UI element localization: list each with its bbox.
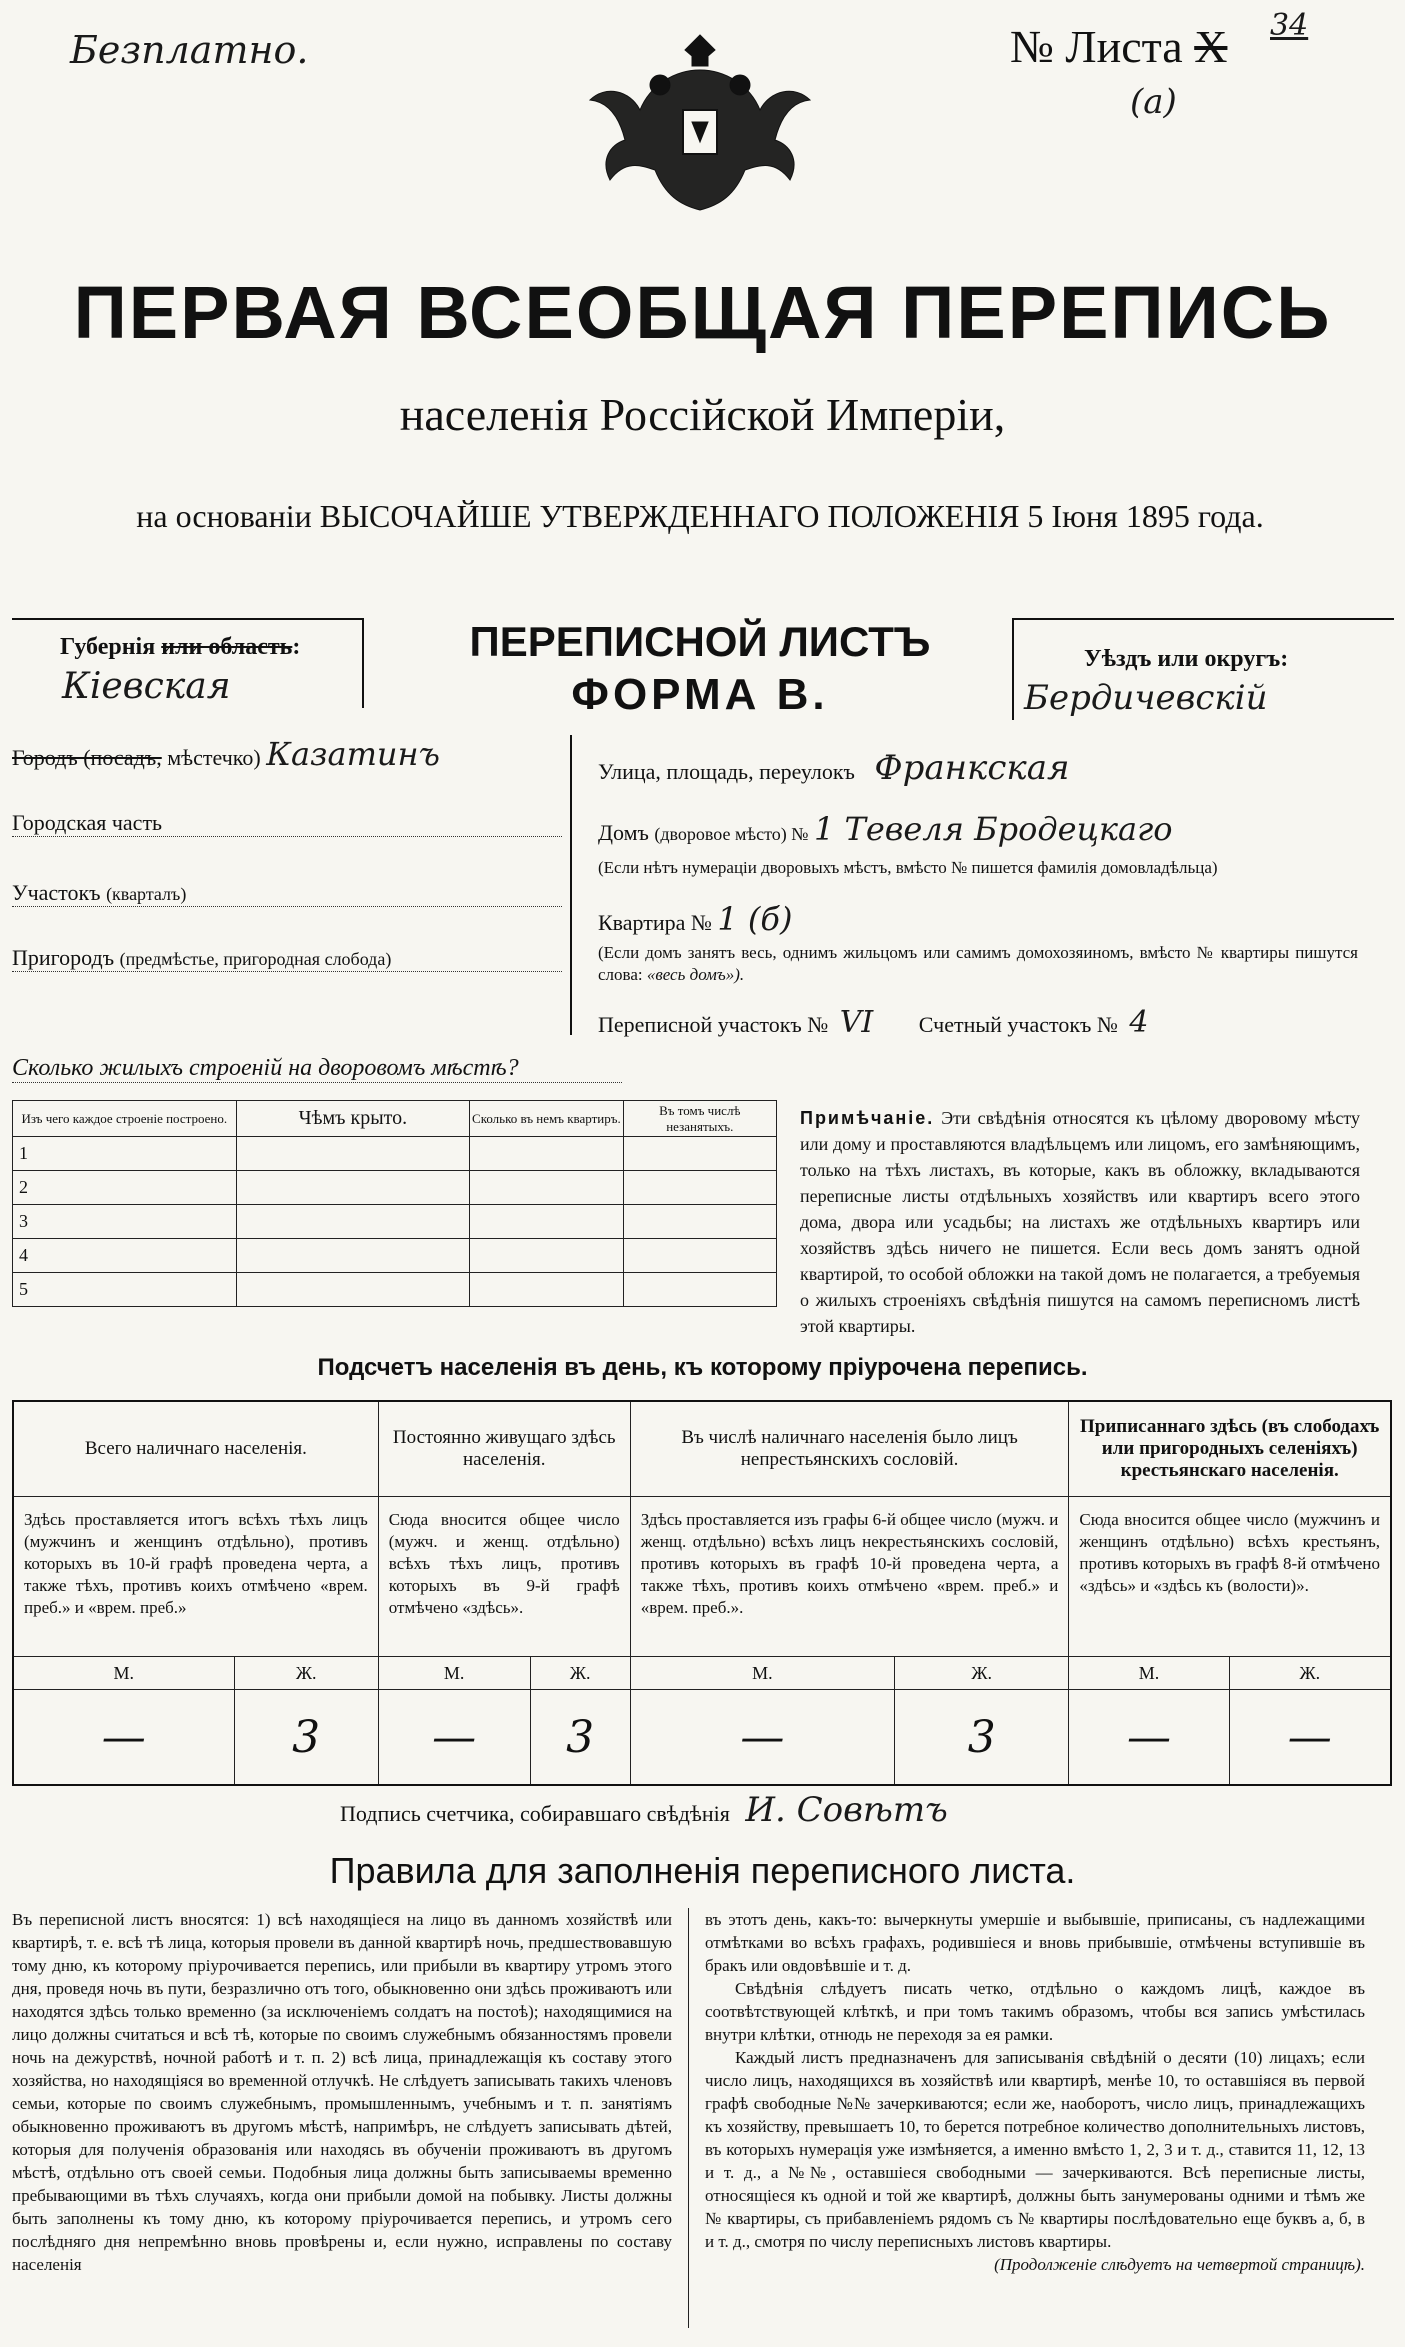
page-subtitle: населенія Россійской Имперіи,: [399, 389, 1006, 440]
table-row: 5: [13, 1273, 777, 1307]
count-male-value: —: [630, 1690, 894, 1786]
city-row: [12, 735, 562, 773]
address-divider: [570, 735, 572, 1035]
kvartira-label: Квартира №: [598, 910, 712, 935]
city-label-struck: Городъ (посадъ,: [12, 745, 162, 770]
signature-value: И. Совѣтъ: [745, 1790, 948, 1830]
rules-right-para-1: въ этотъ день, какъ-то: вычеркнуты умершіе и выбывшіе, приписаны, съ надлежащими отмѣтками во всѣхъ графахъ, родившіеся и вновь прибывшіе, отмѣчены вступившіе въ бракъ или овдовѣвшіе и т. д.: [705, 1910, 1365, 1975]
buildings-col-vacant: Въ томъ числѣ незанятыхъ.: [623, 1101, 776, 1137]
street-row: [598, 748, 1388, 788]
house-label: Домъ: [598, 820, 649, 845]
street-value: Франкская: [874, 748, 1070, 788]
prigorod-row: Пригородъ (предмѣстье, пригородная слобода): [12, 945, 562, 972]
sheet-number-struck: X: [1194, 21, 1228, 72]
list-title: ПЕРЕПИСНОЙ ЛИСТЪ: [469, 618, 931, 665]
count-female-value: —: [1229, 1690, 1391, 1786]
sheet-number-handwritten: 34: [1270, 8, 1309, 43]
rules-left-column: Въ переписной листъ вносятся: 1) всѣ находящіеся на лицо въ данномъ хозяйствѣ или квартирѣ, т. е. всѣ тѣ лица, которыя провели въ данной квартирѣ ночь, предшествовавшую тому дню, къ которому пріурочивается перепись, или прибыли въ квартиру утромъ этого дня, проведя ночь въ пути, безразлично отъ того, обыкновенно они здѣсь проживаютъ или находятся здѣсь только временно (за исключеніемъ солдатъ на постоѣ); находящимися на лицо должны считаться и всѣ тѣ, которые по своимъ служебнымъ обязанностямъ провели ночь на дежурствѣ, ночной работѣ и т. п. 2) всѣ лица, принадлежащія къ составу этого хозяйства, но находящіяся во временной отлучкѣ. Не слѣдуетъ записывать такихъ членовъ семьи, которые по своимъ служебнымъ, промышленнымъ, учебнымъ и т. п. занятіямъ обыкновенно проживаютъ въ другомъ мѣстѣ, напримѣръ, не слѣдуетъ записывать дѣтей, которыя для полученія образованія или находясь въ обученіи проживаютъ въ другомъ мѣстѣ, отдѣльно отъ своей семьи. Подобныя лица должны быть записываемы временно пребывающими въ тѣхъ случаяхъ, когда они прибыли домой на побывку. Листы должны быть заполнены къ тому дню, къ которому пріурочивается перепись, и утромъ сего послѣдняго дня непремѣнно вновь провѣрены и, если нужно, исправлены по составу населенія: [12, 1910, 672, 2274]
prigorod-label: Пригородъ: [12, 945, 115, 970]
buildings-question: Сколько жилыхъ строеній на дворовомъ мѣстѣ?: [12, 1055, 622, 1083]
street-label: Улица, площадь, переулокъ: [598, 759, 855, 784]
count-col-body-3: Здѣсь проставляется изъ графы 6-й общее число (мужч. и женщ. отдѣльно) всѣхъ лицъ некрестьянскихъ сословій, противъ которыхъ въ графѣ 10-й проведена черта, а также тѣхъ, противъ коихъ отмѣчено «врем. преб.» и «врем. преб.».: [630, 1497, 1069, 1657]
sheet-number-sub: (а): [1130, 82, 1177, 122]
city-label: мѣстечко): [167, 745, 261, 770]
schet-label: Счетный участокъ №: [918, 1012, 1118, 1037]
note-block: [800, 1105, 1360, 1339]
rules-title: Правила для заполненія переписного листа.: [329, 1850, 1076, 1891]
free-stamp: Безплатно.: [70, 28, 309, 72]
house-hint: (Если нѣтъ нумераціи дворовыхъ мѣстъ, вмѣсто № пишется фамилія домовладѣльца): [598, 858, 1218, 877]
uchastok-label: Участокъ: [12, 880, 101, 905]
uezd-label: Уѣздъ или округъ:: [1084, 646, 1289, 672]
table-row: 4: [13, 1239, 777, 1273]
uchastok-row: Участокъ (кварталъ): [12, 880, 562, 907]
guberniya-value: Кіевская: [62, 666, 231, 707]
count-male-label: М.: [13, 1657, 234, 1690]
count-col-head-1: Всего наличнаго населенія.: [13, 1401, 378, 1497]
form-title: ФОРМА В.: [571, 670, 829, 719]
uezd-value: Бердичевскій: [1024, 678, 1268, 718]
count-col-body-1: Здѣсь проставляется итогъ всѣхъ тѣхъ лицъ (мужчинъ и женщинъ отдѣльно), противъ которыхъ въ 10-й графѣ проведена черта, а также тѣхъ, противъ коихъ отмѣчено «врем. преб.» и «врем. преб.»: [13, 1497, 378, 1657]
buildings-table: [12, 1100, 777, 1307]
rules-continued: (Продолженіе слѣдуетъ на четвертой страницѣ).: [994, 2255, 1365, 2274]
count-male-value: —: [13, 1690, 234, 1786]
kvartira-row: [598, 900, 1388, 938]
rules-divider: [688, 1908, 689, 2328]
table-row: 2: [13, 1171, 777, 1205]
city-part-row: [12, 810, 562, 837]
count-female-label: Ж.: [895, 1657, 1069, 1690]
count-male-value: —: [1069, 1690, 1229, 1786]
uchastok-numbers-row: [598, 1005, 1388, 1040]
count-female-value: 3: [234, 1690, 378, 1786]
count-col-body-2: Сюда вносится общее число (мужч. и женщ. отдѣльно) всѣхъ тѣхъ лицъ, противъ которыхъ въ 9-й графѣ отмѣчено «здѣсь».: [378, 1497, 630, 1657]
rules-right-para-2: Свѣдѣнія слѣдуетъ писать четко, отдѣльно о каждомъ лицѣ, каждое въ соотвѣтствующей клѣткѣ, и при томъ такимъ образомъ, чтобы вся запись умѣстилась внутри клѣтки, отнюдь не переходя за ея рамки.: [705, 1979, 1365, 2044]
buildings-col-apartments: Сколько въ немъ квартиръ.: [470, 1101, 623, 1137]
count-col-head-4: Приписаннаго здѣсь (въ слободахъ или пригородныхъ селеніяхъ) крестьянскаго населенія.: [1069, 1401, 1391, 1497]
note-title: Примѣчаніе.: [800, 1108, 935, 1128]
uezd-box: [1012, 618, 1394, 720]
signature-row: [340, 1790, 1340, 1830]
kvartira-hint: (Если домъ занятъ весь, однимъ жильцомъ или самимъ домохозяиномъ, вмѣсто № квартиры пишутся слова: «весь домъ»).: [598, 943, 1358, 984]
count-female-label: Ж.: [234, 1657, 378, 1690]
city-part-label: Городская часть: [12, 810, 163, 835]
count-male-label: М.: [1069, 1657, 1229, 1690]
sheet-number: [1010, 20, 1227, 73]
count-male-label: М.: [630, 1657, 894, 1690]
house-row: Домъ (дворовое мѣсто) № 1 Тевеля Бродецкаго: [598, 810, 1173, 848]
rules-right-column: [705, 1908, 1365, 2276]
page-basis: на основаніи ВЫСОЧАЙШЕ УТВЕРЖДЕННАГО ПОЛОЖЕНІЯ 5 Іюня 1895 года.: [136, 498, 1264, 534]
count-title: Подсчетъ населенія въ день, къ которому пріурочена перепись.: [317, 1354, 1088, 1381]
buildings-col-roof: Чѣмъ крыто.: [236, 1101, 470, 1137]
count-female-label: Ж.: [530, 1657, 630, 1690]
count-col-head-2: Постоянно живущаго здѣсь населенія.: [378, 1401, 630, 1497]
house-value: 1 Тевеля Бродецкаго: [813, 810, 1173, 848]
count-table: [12, 1400, 1392, 1786]
perepis-value: VI: [839, 1005, 874, 1040]
page-title: ПЕРВАЯ ВСЕОБЩАЯ ПЕРЕПИСЬ: [73, 271, 1332, 354]
buildings-col-material: Изъ чего каждое строеніе построено.: [13, 1101, 237, 1137]
guberniya-label: Губернія или область:: [60, 634, 301, 660]
sheet-number-label: № Листа: [1010, 21, 1183, 72]
rules-right-para-3: Каждый листъ предназначенъ для записыванія свѣдѣній о десяти (10) лицахъ; если число лицъ, находящихся въ хозяйствѣ или квартирѣ, менѣе 10, то оставшіяся въ первой графѣ свободные №№ зачеркиваются; если же, наоборотъ, число лицъ, принадлежащихъ къ хозяйству, превышаетъ 10, то берется потребное количество дополнительныхъ листовъ, въ которыхъ нумерація уже измѣняется, а именно вмѣсто 1, 2, 3 и т. д., ставится 11, 12, 13 и т. д., а №№, оставшіеся свободными — зачеркиваются. Всѣ переписные листы, относящіеся къ одной и той же квартирѣ, должны быть занумерованы одними и тѣмъ же № квартиры, съ прибавленіемъ рядомъ съ № квартиры послѣдовательно еще буквъ а, б, в и т. д., смотря по числу переписныхъ листовъ квартиры.: [705, 2048, 1365, 2251]
table-row: 1: [13, 1137, 777, 1171]
count-col-head-3: Въ числѣ наличнаго населенія было лицъ непрестьянскихъ сословій.: [630, 1401, 1069, 1497]
count-male-value: —: [378, 1690, 530, 1786]
kvartira-value: 1 (б): [717, 900, 793, 938]
count-female-value: 3: [530, 1690, 630, 1786]
double-headed-eagle-emblem: [580, 30, 820, 220]
city-value: Казатинъ: [266, 735, 440, 773]
count-col-body-4: Сюда вносится общее число (мужчинъ и женщинъ отдѣльно) всѣхъ крестьянъ, противъ которыхъ въ графѣ 8-й отмѣчено «здѣсь» и «здѣсь къ (волости)».: [1069, 1497, 1391, 1657]
count-female-value: 3: [895, 1690, 1069, 1786]
perepis-label: Переписной участокъ №: [598, 1012, 829, 1037]
signature-label: Подпись счетчика, собиравшаго свѣдѣнія: [340, 1801, 730, 1826]
note-text: Эти свѣдѣнія относятся къ цѣлому дворовому мѣсту или дому и проставляются владѣльцемъ или лицомъ, его замѣняющимъ, только на тѣхъ листахъ, въ которые, какъ въ обложку, вкладываются переписные листы отдѣльныхъ хозяйствъ или квартиръ всего этого дома, двора или усадьбы; на листахъ же отдѣльныхъ квартиръ или хозяйствъ здѣсь ничего не пишется. Если весь домъ занятъ одной квартирой, то особой обложки на такой домъ не полагается, а требуемыя о жилыхъ строеніяхъ свѣдѣнія пишутся на самомъ переписномъ листѣ этой квартиры.: [800, 1108, 1360, 1336]
schet-value: 4: [1129, 1005, 1149, 1040]
guberniya-box: [12, 618, 364, 708]
count-female-label: Ж.: [1229, 1657, 1391, 1690]
table-row: 3: [13, 1205, 777, 1239]
count-male-label: М.: [378, 1657, 530, 1690]
